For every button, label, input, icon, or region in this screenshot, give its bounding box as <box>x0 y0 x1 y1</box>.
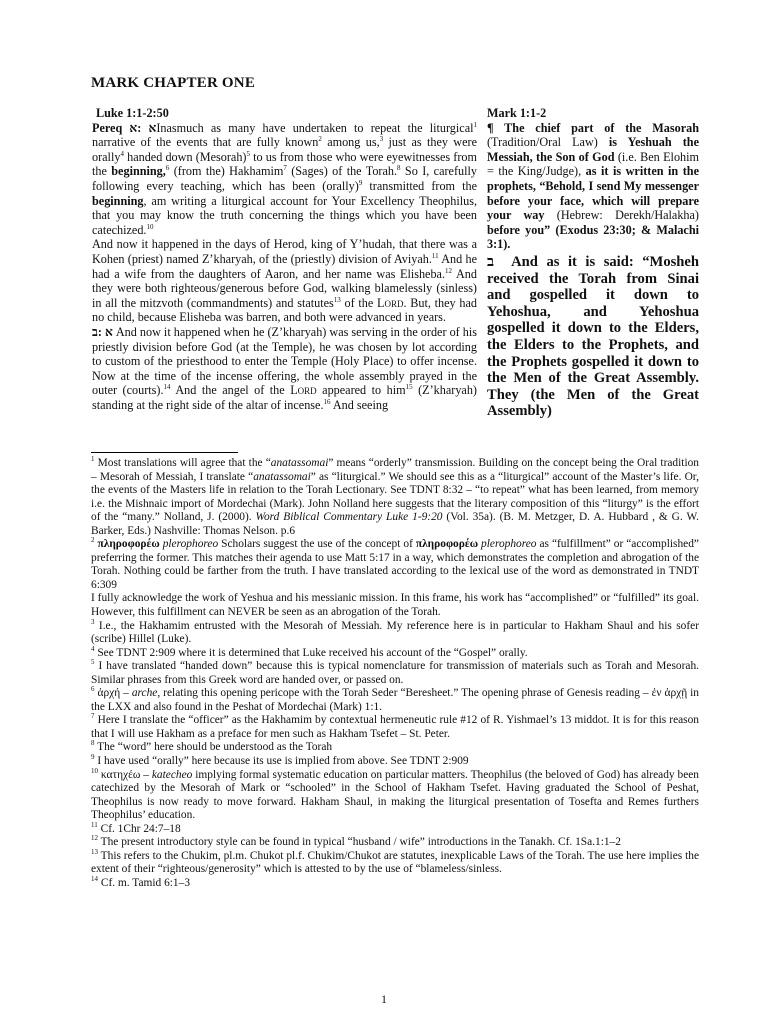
text-run: to us from those who were eyewitnesses from the <box>92 149 477 179</box>
footnote <box>91 820 699 837</box>
mark-column <box>487 106 699 420</box>
text-run: katecheo <box>151 768 193 781</box>
footnote-ref: 1 <box>473 120 477 129</box>
footnote-ref: 2 <box>91 536 95 545</box>
footnote-ref: 4 <box>120 149 124 158</box>
luke-paragraph-3 <box>92 325 477 413</box>
text-run: arche <box>131 687 158 700</box>
text-run: (i.e. Ben Elohim = the King/Judge), <box>487 149 700 179</box>
text-run: (Tradition/Oral Law) <box>487 135 609 150</box>
text-run: transmitted from the <box>362 178 477 193</box>
footnote <box>91 741 699 755</box>
text-run: κατηχέω – <box>98 768 152 781</box>
text-run: , relating this opening pericope with the Torah Seder “Beresheet.” The opening phrase of Genesis reading – ἐν ἀρχῇ in the LXX and also found in the Peshat of Mordechai (Mark) 1:1. <box>91 687 700 713</box>
text-run: And now it happened in the days of Herod, king of Y’hudah, that there was a Kohen (priest) named Z’kharyah, of the (priestly) division of Aviyah. <box>92 237 477 266</box>
text-run: Lord <box>290 383 317 398</box>
footnote <box>91 755 699 769</box>
footnote-separator <box>91 452 238 453</box>
text-run: (Vol. 35a). (B. M. Metzger, D. A. Hubbard , & G. W. Barker, Eds.) Nashville: Thomas Nelson. p.6 <box>91 511 700 537</box>
text-run: is Yeshuah the Messiah, the Son of God <box>487 135 699 164</box>
footnote <box>91 766 700 823</box>
footnote-ref: 15 <box>405 383 413 392</box>
footnote <box>91 714 699 741</box>
hebrew-verse-marker: ב <box>487 253 495 270</box>
text-run: implying formal systematic education on particular matters. Theophilus (the beloved of God) has already been catechized by the Mesorah of Mark or “schooled” in the School of Hakham Tsefet. Having graduated the School of Peshat, Theophilus is now ready to move forward. Hakham Shaul, in making the liturgical presentation of Tosefta and Remes furthers Theophilus’ education. <box>91 768 700 822</box>
text-run: Cf. 1Chr 24:7–18 <box>97 822 181 835</box>
text-run: as it is written in the prophets, “Behold, I send My messenger before your face, which will prepare your way <box>487 164 699 223</box>
footnote <box>91 592 699 619</box>
text-run: (Z’kharyah) standing at the right side of the altar of incense. <box>92 383 477 412</box>
footnote-ref: 1 <box>91 455 95 464</box>
footnote-ref: 4 <box>91 644 95 653</box>
footnote <box>91 538 699 592</box>
text-run: just as they were orally <box>92 135 477 164</box>
footnote-ref: 6 <box>165 164 170 173</box>
footnote <box>91 660 699 687</box>
text-run: ” as “liturgical.” We should see this as a “liturgical” account of the Master’s life. Or, the events of the Masters life in relation to the Torah Lectionary. See TDNT 8:32 – “to repeat” what has been learned, from memory i.e. the Mishnaic import of Mordechai (Mark). John Nolland here suggests that the literary composition of this “liturgy” is the effort of the “many.” Nolland, J. (2000). <box>91 470 699 524</box>
text-run: Cf. m. Tamid 6:1–3 <box>98 876 191 889</box>
footnote-ref: 13 <box>91 848 98 857</box>
text-run: πληροφορέω <box>415 538 479 551</box>
footnote-ref: 9 <box>358 178 363 187</box>
footnote-ref: 13 <box>333 295 341 304</box>
text-run: א :ב <box>92 324 113 339</box>
text-run: ἀρχή – <box>94 687 132 700</box>
footnote-ref: 14 <box>163 383 171 392</box>
footnote <box>91 877 699 891</box>
text-run: , am writing a liturgical account for Your Excellency Theophilus, that you may know the truth concerning the things which you have been catechized. <box>92 193 477 237</box>
text-run: I fully acknowledge the work of Yeshua and his messianic mission. In this frame, his work has “accomplished” or “fulfilled” its goal. However, this fulfillment can NEVER be seen as an abrogation of the Torah. <box>91 592 699 619</box>
footnote <box>91 644 699 661</box>
text-run: πληροφορέω <box>97 538 160 551</box>
footnote-ref: 5 <box>246 149 250 158</box>
text-run: Lord <box>377 295 404 310</box>
footnote-ref: 10 <box>91 766 98 775</box>
text-run: (from the) Hakhamim <box>169 164 284 179</box>
text-run: The present introductory style can be found in typical “husband / wife” introductions in the Tanakh. Cf. 1Sa.1:1–2 <box>98 836 621 849</box>
text-run: of the <box>340 295 378 310</box>
text-run: beginning, <box>111 164 166 179</box>
text-run: anatassomai <box>253 470 311 483</box>
text-run: I have used “orally” here because its use is implied from above. See TDNT 2:909 <box>94 755 469 768</box>
luke-reference: Luke 1:1-2:50 <box>96 106 169 120</box>
text-run: beginning <box>92 193 144 208</box>
luke-paragraph-1 <box>92 121 477 238</box>
text-run: And seeing <box>330 397 389 412</box>
text-run: . But, they had no child, because Elisheba was barren, and both were advanced in years. <box>92 295 477 325</box>
text-run: Inasmuch as many have undertaken to repeat the liturgical <box>156 120 474 135</box>
text-run: This refers to the Chukim, pl.m. Chukot pl.f. Chukim/Chukot are statutes, inexplicable Laws of the Torah. The use here implies the extent of their “righteous/generosity” which is attested to by the use of “blameless/sinless. <box>91 849 699 876</box>
footnote-ref: 10 <box>146 222 154 231</box>
text-run: And he had a wife from the daughters of Aaron, and her name was Elisheba. <box>92 251 477 281</box>
text-run: anatassomai <box>270 457 329 469</box>
text-run: plerophoreo <box>481 538 537 551</box>
footnote-ref: 14 <box>91 875 98 884</box>
footnote-ref: 3 <box>91 617 95 626</box>
footnote-ref: 7 <box>91 712 95 721</box>
text-run: (Sages) of the Torah. <box>286 164 398 179</box>
text-run: I.e., the Hakhamim entrusted with the Mesorah of Messiah. My reference here is in particular to Hakham Shaul and his sofer (scribe) Hillel (Luke). <box>91 619 699 646</box>
text-run: handed down (Mesorah) <box>123 149 247 164</box>
footnote-ref: 8 <box>91 739 95 748</box>
text-run: plerophoreo <box>162 538 219 551</box>
footnote <box>91 617 699 647</box>
text-run: The “word” here should be understood as the Torah <box>94 741 333 754</box>
footnote <box>91 457 699 538</box>
footnotes <box>91 457 699 891</box>
footnote-ref: 2 <box>318 135 322 144</box>
footnote-ref: 11 <box>431 251 439 260</box>
text-run: Scholars suggest the use of the concept of <box>218 538 416 551</box>
text-run: I have translated “handed down” because this is typical nomenclature for transmission of materials such as Torah and Mesorah. Similar phrases from this Greek word are handed over, or passed on. <box>91 660 699 686</box>
text-run: ¶ The chief part of the Masorah <box>487 120 699 135</box>
text-run: before you” (Exodus 23:30; & Malachi 3:1). <box>487 222 699 252</box>
text-run: Here I translate the “officer” as the Hakhamim by contextual hermeneutic rule #12 of R. Yishmael’s 13 middot. It is for this reason that I will use Hakham as a preface for men such as Hakham Tsefet – St. Peter. <box>91 714 699 740</box>
text-run: See TDNT 2:909 where it is determined that Luke received his account of the “Gospel” orally. <box>94 646 528 659</box>
chapter-title: MARK CHAPTER ONE <box>91 75 256 91</box>
footnote-ref: 8 <box>397 164 401 173</box>
footnote-ref: 12 <box>445 266 453 275</box>
text-run: And they were both righteous/generous before God, walking blamelessly (sinless) in all the mitzvoth (commandments) and statutes <box>92 266 477 310</box>
text-run: So I, carefully following every teaching, which has been (orally) <box>92 164 477 193</box>
footnote-ref: 5 <box>91 658 95 667</box>
footnote <box>91 836 699 850</box>
footnote-ref: 3 <box>379 135 384 144</box>
text-run: as “fulfillment” or “accomplished” preferring the former. This matches their agenda to use Matt 5:17 in a way, which demonstrates the completion and abrogation of the Torah. Nothing could be farther from the truth. I have translated according to the lexical use of the word as demonstrated in TNDT 6:309 <box>91 538 699 591</box>
footnote-ref: 6 <box>91 685 95 694</box>
text-run: among us, <box>321 135 380 150</box>
footnote-ref: 16 <box>323 397 331 406</box>
page-number: 1 <box>381 992 387 1006</box>
text-run: And now it happened when he (Z’kharyah) was serving in the order of his priestly division before God (at the Temple), he was chosen by lot according to custom of the priesthood to enter the Temple (Holy Place) to offer incense. Now at the time of the incense offering, the whole assembly prayed in the outer (courts). <box>92 324 477 398</box>
footnote-ref: 12 <box>91 834 98 843</box>
footnote-ref: 7 <box>283 164 287 173</box>
text-run: narrative of the events that are fully known <box>92 135 319 150</box>
luke-paragraph-2 <box>92 237 477 325</box>
footnote-ref: 9 <box>91 753 95 762</box>
text-run: And the angel of the <box>170 383 291 398</box>
text-run: (Hebrew: Derekh/Halakha) <box>544 208 699 223</box>
text-run: appeared to him <box>316 383 406 398</box>
text-run: Pereq א :א <box>92 120 157 135</box>
footnote <box>91 687 699 714</box>
text-run: Most translations will agree that the “ <box>94 457 271 469</box>
footnote-ref: 11 <box>91 820 98 829</box>
mark-paragraph-2 <box>487 254 699 420</box>
mark-paragraph-1 <box>487 121 699 252</box>
text-run: Word Biblical Commentary Luke 1-9:20 <box>255 511 443 524</box>
mark-paragraph-2-text: And as it is said: “Mosheh received the Torah from Sinai and gospelled it down to Yehoshua, and Yehoshua gospelled it down to the Elders, the Elders to the Prophets, and the Prophets gospelled it down to the Men of the Great Assembly. They (the Men of the Great Assembly) <box>487 253 700 420</box>
text-run: ” means “orderly” transmission. Building on the concept being the Oral tradition – Mesorah of Messiah, I translate “ <box>91 457 700 483</box>
footnote <box>91 850 699 877</box>
mark-reference: Mark 1:1-2 <box>487 106 547 120</box>
luke-column <box>92 106 477 412</box>
